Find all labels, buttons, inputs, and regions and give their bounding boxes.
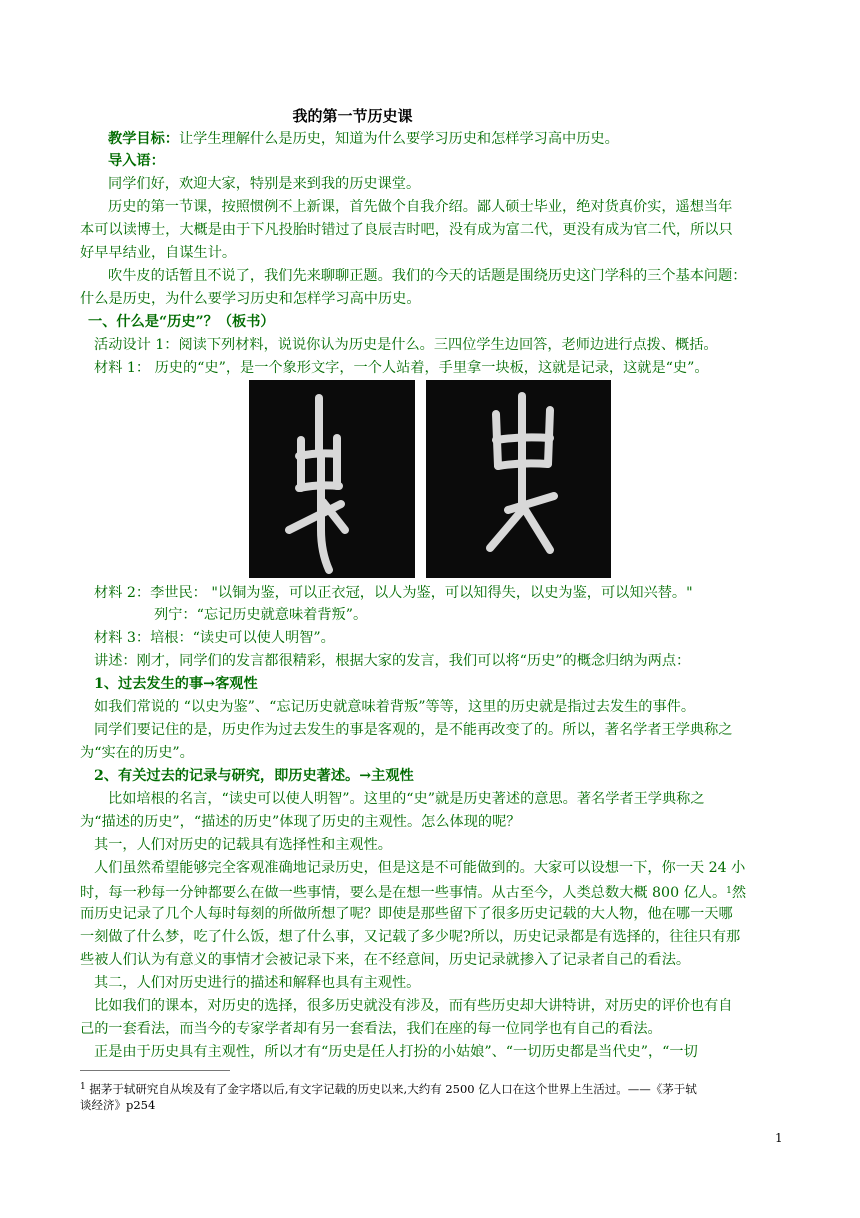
paragraph-line: 其一，人们对历史的记载具有选择性和主观性。	[94, 837, 392, 853]
paragraph-line: 其二，人们对历史进行的描述和解释也具有主观性。	[94, 975, 421, 991]
paragraph-line: 吹牛皮的话暂且不说了，我们先来聊聊正题。我们的今天的话题是围绕历史这门学科的三个基本问题：	[108, 268, 747, 284]
paragraph-line: 好早早结业，自谋生计。	[80, 245, 237, 261]
document-title: 我的第一节历史课	[292, 107, 413, 125]
paragraph-line: 如我们常说的 “以史为鉴”、“忘记历史就意味着背叛”等等，这里的历史就是指过去发生的事件。	[94, 699, 696, 715]
shi-character-icon	[249, 380, 415, 578]
paragraph-line: 比如我们的课本，对历史的选择，很多历史就没有涉及，而有些历史却大讲特讲，对历史的评价也有自	[94, 998, 733, 1014]
material-3-line: 材料 3：培根：“读史可以使人明智”。	[94, 630, 335, 646]
paragraph-line: 同学们要记住的是，历史作为过去发生的事是客观的，是不能再改变了的。所以，著名学者王学典称之	[94, 722, 733, 738]
oracle-bone-shi-image-2	[426, 380, 611, 578]
paragraph-line: 本可以读博士，大概是由于下凡投胎时错过了良辰吉时吧，没有成为富二代，更没有成为官二代，所以只	[80, 222, 733, 238]
paragraph-line: 历史的第一节课，按照惯例不上新课，首先做个自我介绍。鄙人硕士毕业，绝对货真价实，遥想当年	[108, 199, 733, 215]
paragraph-line: 一刻做了什么梦，吃了什么饭，想了什么事，又记载了多少呢?所以，历史记录都是有选择的，往往只有那	[80, 929, 741, 945]
paragraph-line: 活动设计 1：阅读下列材料，说说你认为历史是什么。三四位学生边回答，老师边进行点拨、概括。	[94, 337, 718, 353]
footnote-line-1: $^1$ 据茅于轼研究自从埃及有了金字塔以后,有文字记载的历史以来,大约有 2500 亿人口在这个世界上生活过。——《茅于轼	[80, 1082, 697, 1096]
paragraph-line: 时，每一秒每一分钟都要么在做一些事情，要么是在想一些事情。从古至今，人类总数大概 800 亿人。$^1$然	[80, 885, 747, 901]
material-2-line: 材料 2：李世民： "以铜为鉴，可以正衣冠，以人为鉴，可以知得失，以史为鉴，可以知兴替。"	[94, 585, 693, 601]
intro-heading: 导入语：	[108, 153, 165, 169]
paragraph-line: 而历史记录了几个人每时每刻的所做所想了呢？即使是那些留下了很多历史记载的大人物，他在哪一天哪	[80, 906, 733, 922]
paragraph-line: 讲述：刚才，同学们的发言都很精彩，根据大家的发言，我们可以将“历史”的概念归纳为两点：	[94, 653, 691, 669]
teaching-goal-line	[80, 128, 785, 150]
material-2-line-2: 列宁：“忘记历史就意味着背叛”。	[154, 607, 368, 623]
paragraph-line: 什么是历史，为什么要学习历史和怎样学习高中历史。	[80, 291, 421, 307]
point-heading-2: 2、有关过去的记录与研究，即历史著述。→主观性	[94, 768, 414, 784]
teaching-goal-label: 教学目标：	[108, 131, 179, 147]
point-heading-1: 1、过去发生的事→客观性	[94, 676, 258, 692]
paragraph-line: 同学们好，欢迎大家，特别是来到我的历史课堂。	[108, 176, 421, 192]
teaching-goal-text: 让学生理解什么是历史，知道为什么要学习历史和怎样学习高中历史。	[178, 131, 619, 147]
page-number: 1	[775, 1131, 783, 1145]
footnote-line-2: 谈经济》p254	[80, 1098, 156, 1112]
paragraph-line: 些被人们认为有意义的事情才会被记录下来，在不经意间，历史记录就掺入了记录者自己的看法。	[80, 952, 691, 968]
oracle-bone-shi-image-1	[249, 380, 415, 578]
paragraph-line: 为“实在的历史”。	[80, 745, 194, 761]
shi-character-icon	[426, 380, 611, 578]
paragraph-line: 人们虽然希望能够完全客观准确地记录历史，但是这是不可能做到的。大家可以设想一下，你一天 24 小	[94, 860, 746, 876]
paragraph-line: 己的一套看法，而当今的专家学者却有另一套看法，我们在座的每一位同学也有自己的看法。	[80, 1021, 662, 1037]
paragraph-line: 为“描述的历史”，“描述的历史”体现了历史的主观性。怎么体现的呢？	[80, 814, 521, 830]
footnote-reference[interactable]: 1	[726, 886, 732, 896]
material-1-line: 材料 1： 历史的“史”，是一个象形文字，一个人站着，手里拿一块板，这就是记录，这就是“史”。	[94, 360, 709, 376]
paragraph-line: 比如培根的名言，“读史可以使人明智”。这里的“史”就是历史著述的意思。著名学者王学典称之	[108, 791, 705, 807]
section-heading-1: 一、什么是“历史”？（板书）	[88, 314, 275, 330]
paragraph-line: 正是由于历史具有主观性，所以才有“历史是任人打扮的小姑娘”、“一切历史都是当代史”，“一切	[94, 1044, 698, 1060]
footnote-divider	[80, 1070, 230, 1071]
